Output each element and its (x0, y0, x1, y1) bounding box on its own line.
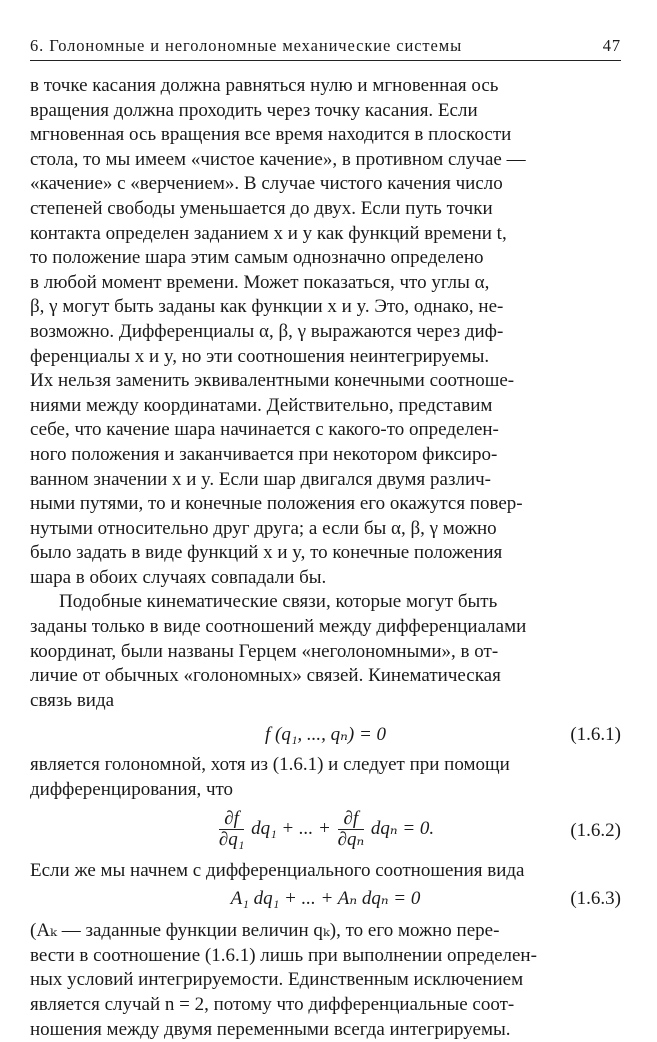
text-line: контакта определен заданием x и y как функций времени t, (30, 222, 507, 244)
equation-formula: A₁ dq₁ + ... + Aₙ dqₙ = 0 (230, 888, 421, 910)
text-line: в любой момент времени. Может показаться, что углы α, (30, 271, 490, 293)
text-line: то положение шара этим самым однозначно определено (30, 247, 484, 269)
text-line: возможно. Дифференциалы α, β, γ выражаются через диф- (30, 320, 504, 342)
fraction-denominator: ∂q₁ (218, 828, 245, 850)
equation-1-6-1 (30, 713, 621, 753)
text-line: является случай n = 2, потому что дифференциальные соот- (30, 994, 515, 1015)
equation-number: (1.6.2) (570, 819, 621, 841)
text-line: ного положения и заканчивается при некотором фиксиро- (30, 443, 498, 465)
page-number: 47 (602, 36, 621, 55)
text-line: заданы только в виде соотношений между дифференциалами (30, 616, 527, 638)
equation-term: dqₙ = 0. (370, 817, 435, 839)
text-line: «качение» с «верчением». В случае чистого качения число (30, 173, 503, 195)
text-line: вести в соотношение (1.6.1) лишь при выполнении определен- (30, 944, 537, 966)
chapter-title: 6. Голономные и неголономные механические системы (30, 36, 463, 55)
text-line: ниями между координатами. Действительно, представим (30, 394, 493, 416)
equation-number: (1.6.1) (570, 724, 621, 746)
text-line: шара в обоих случаях совпадали бы. (30, 566, 327, 588)
paragraph-1 (30, 74, 621, 590)
equation-1-6-2 (30, 803, 621, 859)
text-line: нутыми относительно друг друга; а если бы α, β, γ можно (30, 517, 497, 539)
page-body (30, 74, 621, 1042)
equation-number: (1.6.3) (570, 888, 621, 910)
equation-formula (30, 809, 621, 850)
partial-fraction (338, 809, 365, 850)
text-line: связь вида (30, 689, 115, 711)
text-line: координат, были названы Герцем «неголономными», в от- (30, 640, 499, 662)
text-line: Если же мы начнем с дифференциального соотношения вида (30, 859, 525, 881)
text-line: Их нельзя заменить эквивалентными конечными соотноше- (30, 370, 515, 392)
header-rule (30, 60, 621, 61)
text-line: ношения между двумя переменными всегда интегрируемы. (30, 1018, 511, 1040)
paragraph-5 (30, 919, 621, 1042)
fraction-denominator: ∂qₙ (337, 828, 365, 850)
partial-fraction (219, 809, 245, 850)
fraction-numerator: ∂f (338, 809, 365, 830)
text-line: β, γ могут быть заданы как функции x и y. Это, однако, не- (30, 296, 504, 318)
text-line: ных условий интегрируемости. Единственным исключением (30, 969, 524, 991)
paragraph-2 (30, 590, 621, 713)
text-line: ными путями, то и конечные положения его окажутся повер- (30, 493, 523, 515)
text-line: степеней свободы уменьшается до двух. Если путь точки (30, 197, 493, 219)
equation-formula: f (q₁, ..., qₙ) = 0 (264, 724, 387, 746)
text-line: себе, что качение шара начинается с какого-то определен- (30, 419, 499, 441)
text-line: является голономной, хотя из (1.6.1) и следует при помощи (30, 754, 510, 776)
text-line: было задать в виде функций x и y, то конечные положения (30, 542, 503, 564)
text-line: (Aₖ — заданные функции величин qₖ), то его можно пере- (30, 920, 500, 942)
text-line: ванном значении x и y. Если шар двигался двумя различ- (30, 468, 492, 490)
paragraph-3 (30, 753, 621, 802)
text-line: вращения должна проходить через точку касания. Если (30, 99, 478, 121)
paragraph-4 (30, 859, 621, 884)
equation-1-6-3 (30, 883, 621, 919)
text-line: личие от обычных «голономных» связей. Кинематическая (30, 665, 501, 687)
running-header (30, 36, 621, 56)
equation-term: dq₁ + ... + (251, 817, 331, 839)
fraction-numerator: ∂f (219, 809, 245, 830)
text-line: в точке касания должна равняться нулю и мгновенная ось (30, 75, 499, 96)
text-line: дифференцирования, что (30, 779, 234, 801)
text-line: ференциалы x и y, но эти соотношения неинтегрируемы. (30, 345, 490, 367)
text-line: мгновенная ось вращения все время находится в плоскости (30, 124, 512, 146)
text-line: Подобные кинематические связи, которые могут быть (59, 591, 498, 613)
text-line: стола, то мы имеем «чистое качение», в противном случае — (30, 148, 526, 170)
